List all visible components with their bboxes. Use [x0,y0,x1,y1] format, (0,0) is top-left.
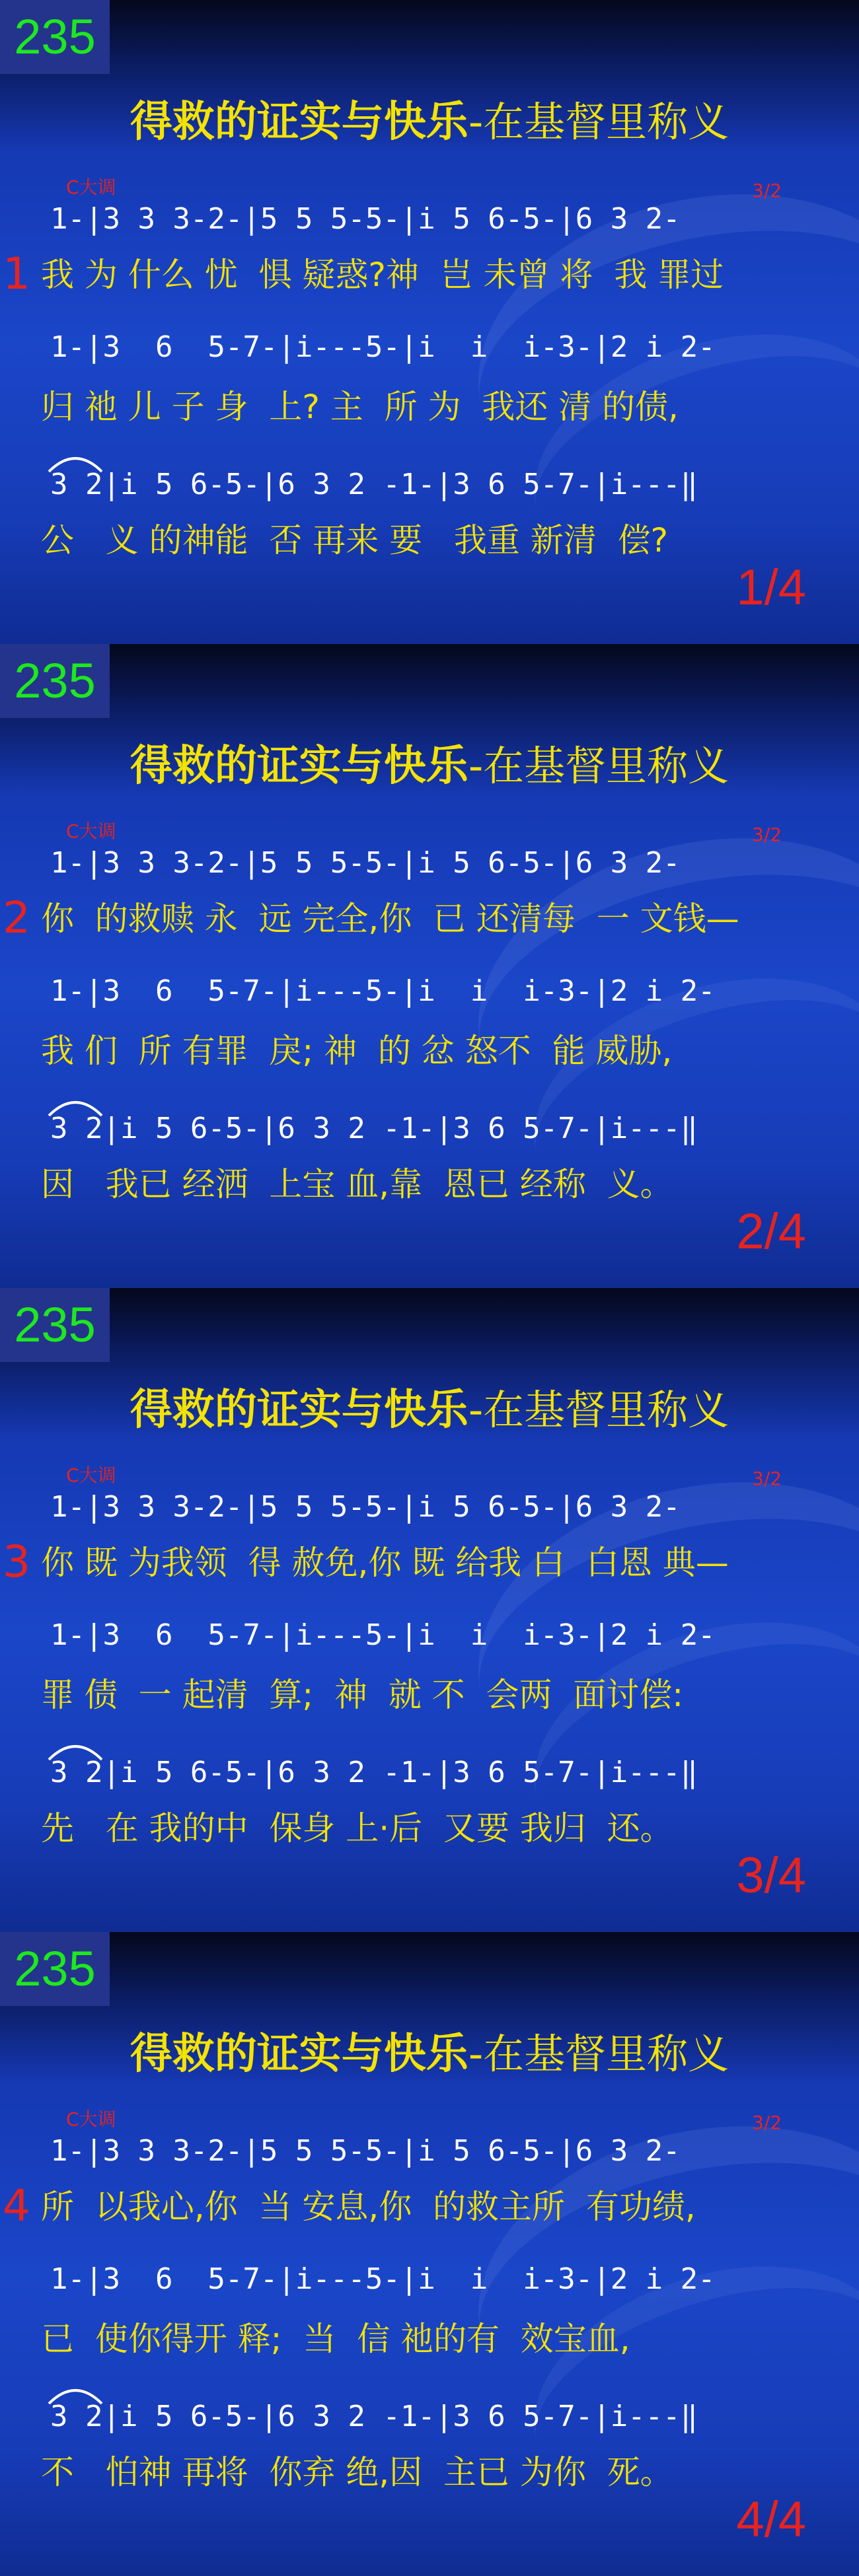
lyric-line-3: 不 怕神 再将 你弃 绝,因 主已 为你 死。 [41,2453,673,2491]
page-indicator: 4/4 [736,2491,806,2548]
key-signature: C大调 [66,176,116,198]
time-signature: 3/2 [752,180,782,201]
notation-line-1: 1-|3 3 3-2-|5 5 5-5-|i 5 6-5-|6 3 2- [50,1490,681,1524]
time-signature: 3/2 [752,1468,782,1489]
hymn-title [0,736,859,796]
hymn-number: 235 [0,1932,110,2006]
hymn-title [0,2024,859,2084]
time-signature: 3/2 [752,824,782,845]
notation-line-2: 1-|3 6 5-7-|i---5-|i i i-3-|2 i 2- [50,1618,716,1652]
verse-number: 4 [3,2180,30,2231]
key-signature: C大调 [66,820,116,842]
title-main: 得救的证实与快乐 [130,742,468,791]
slide [0,1288,859,1932]
lyric-line-1: 我 为 什么 忧 惧 疑惑?神 岂 未曾 将 我 罪过 [41,256,724,294]
hymn-title [0,1380,859,1440]
notation-line-3: 3 2|i 5 6-5-|6 3 2 -1-|3 6 5-7-|i---‖ [50,1756,698,1789]
title-main: 得救的证实与快乐 [130,1386,468,1435]
notation-line-3: 3 2|i 5 6-5-|6 3 2 -1-|3 6 5-7-|i---‖ [50,2400,698,2433]
lyric-line-3: 公 义 的神能 否 再来 要 我重 新清 偿? [41,521,669,559]
hymn-number: 235 [0,1288,110,1362]
lyric-line-1: 所 以我心,你 当 安息,你 的救主所 有功绩, [41,2188,696,2226]
notation-line-1: 1-|3 3 3-2-|5 5 5-5-|i 5 6-5-|6 3 2- [50,846,681,880]
lyric-line-1: 你 既 为我领 得 赦免,你 既 给我 白 白恩 典— [41,1544,729,1582]
key-signature: C大调 [66,2108,116,2130]
notation-line-2: 1-|3 6 5-7-|i---5-|i i i-3-|2 i 2- [50,2262,716,2296]
title-main: 得救的证实与快乐 [130,2030,468,2079]
lyric-line-2: 罪 债 一 起清 算; 神 就 不 会两 面讨偿: [41,1676,684,1714]
lyric-line-3: 先 在 我的中 保身 上·后 又要 我归 还。 [41,1809,673,1847]
notation-line-2: 1-|3 6 5-7-|i---5-|i i i-3-|2 i 2- [50,974,716,1008]
slide [0,644,859,1288]
hymn-title [0,92,859,152]
lyric-line-2: 归 祂 儿 子 身 上? 主 所 为 我还 清 的债, [41,388,679,426]
title-sub: -在基督里称义 [468,98,729,146]
lyric-line-1: 你 的救赎 永 远 完全,你 已 还清每 一 文钱— [41,900,739,938]
time-signature: 3/2 [752,2112,782,2133]
title-sub: -在基督里称义 [468,742,729,790]
verse-number: 2 [3,892,30,943]
page-indicator: 1/4 [736,559,806,616]
lyric-line-2: 已 使你得开 释; 当 信 祂的有 效宝血, [41,2320,630,2358]
hymn-number: 235 [0,0,110,74]
page-indicator: 2/4 [736,1203,806,1260]
notation-line-1: 1-|3 3 3-2-|5 5 5-5-|i 5 6-5-|6 3 2- [50,2134,681,2168]
notation-line-2: 1-|3 6 5-7-|i---5-|i i i-3-|2 i 2- [50,330,716,364]
notation-line-1: 1-|3 3 3-2-|5 5 5-5-|i 5 6-5-|6 3 2- [50,202,681,236]
notation-line-3: 3 2|i 5 6-5-|6 3 2 -1-|3 6 5-7-|i---‖ [50,468,698,501]
notation-line-3: 3 2|i 5 6-5-|6 3 2 -1-|3 6 5-7-|i---‖ [50,1112,698,1145]
title-main: 得救的证实与快乐 [130,98,468,147]
page-indicator: 3/4 [736,1847,806,1904]
verse-number: 1 [3,248,30,299]
lyric-line-2: 我 们 所 有罪 戾; 神 的 忿 怒不 能 威胁, [41,1032,673,1070]
slide [0,1932,859,2576]
key-signature: C大调 [66,1464,116,1486]
lyric-line-3: 因 我已 经洒 上宝 血,靠 恩已 经称 义。 [41,1165,673,1203]
verse-number: 3 [3,1536,30,1587]
hymn-number: 235 [0,644,110,718]
title-sub: -在基督里称义 [468,2030,729,2078]
slide [0,0,859,644]
title-sub: -在基督里称义 [468,1386,729,1434]
